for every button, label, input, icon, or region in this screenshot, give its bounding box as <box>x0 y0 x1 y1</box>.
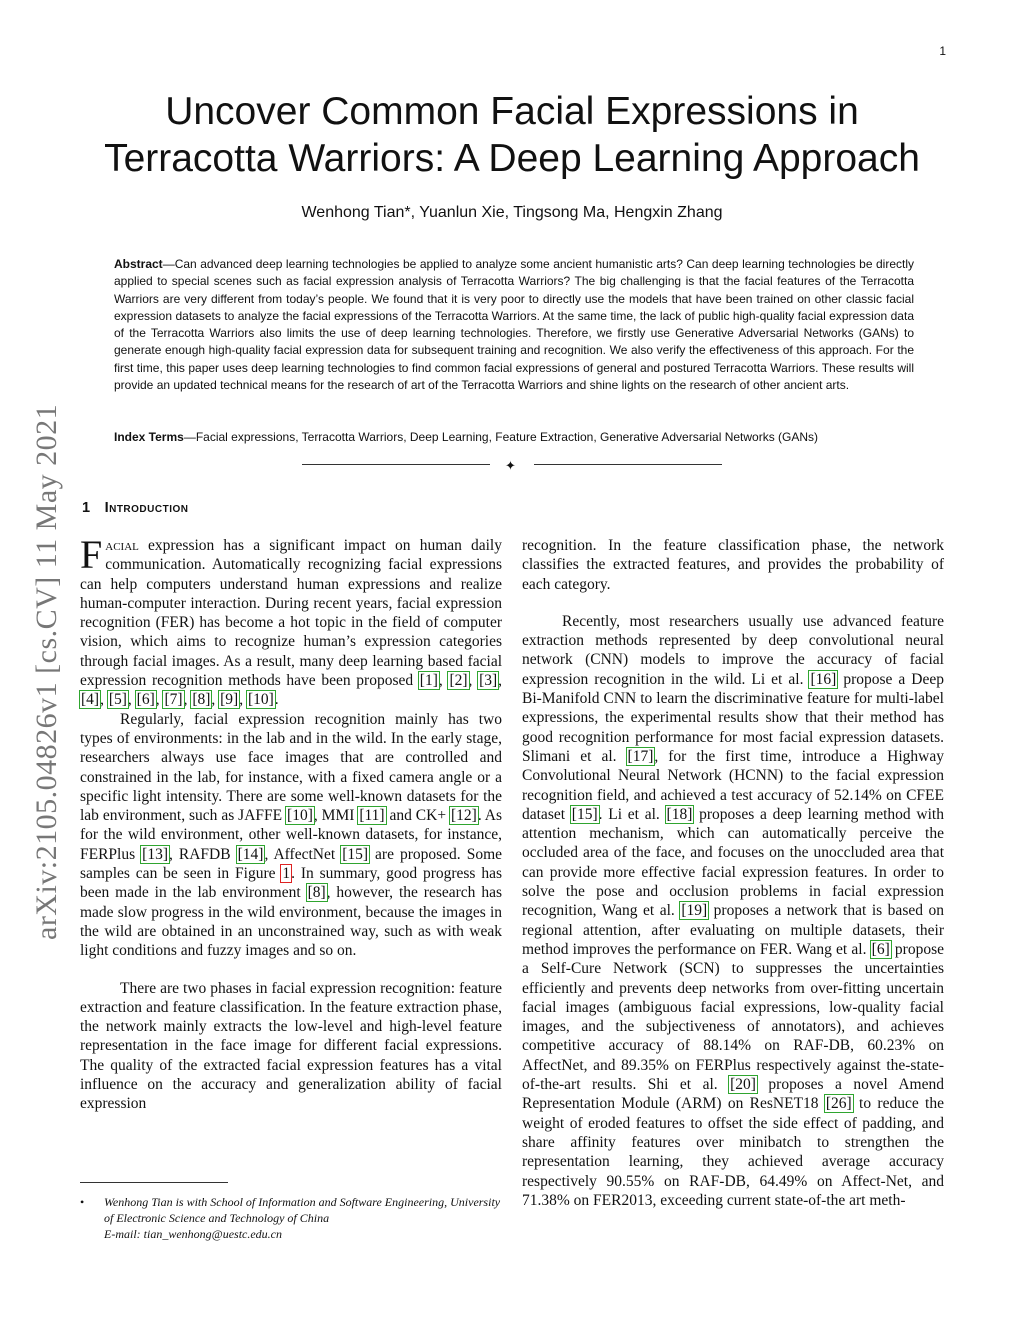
section-divider <box>302 458 722 472</box>
paragraph-text: propose a Self-Cure Network (SCN) to suppresses the uncertainties efficiently and prevents deep networks from over-fitting uncertain facial images (ambiguous facial expressions, low-quality facial images, and the subjectiveness of annotators), and achieves competitive accuracy of 88.14% on RAF-DB, 60.23% on AffectNet, and 89.35% on FERPlus respectively against the-state-of-the-art results. Shi et al. <box>522 940 944 1094</box>
section-heading <box>82 500 189 516</box>
citation-link[interactable]: [2] <box>449 672 468 690</box>
index-terms-text: —Facial expressions, Terracotta Warriors, Deep Learning, Feature Extraction, Generative Adversarial Networks (GANs) <box>183 430 819 444</box>
paragraph-text: , RAFDB <box>169 845 237 863</box>
paragraph-text: to reduce the weight of eroded features to offset the side effect of padding, and share affinity features over minibatch to strengthen the representation learning, they achieved average accuracy respectively 90.55% on RAF-DB, 64.49% on Affect-Net, and 71.38% on FER2013, exceeding current state-of-the art meth- <box>522 1095 944 1209</box>
footnote-rule <box>80 1182 228 1183</box>
section-title: Introduction <box>104 500 189 516</box>
drop-cap: F <box>80 532 103 577</box>
intro-paragraph-3: There are two phases in facial expression recognition: feature extraction and feature classification. In the feature extraction phase, the network mainly extracts the low-level and high-level feature representation in the face image for different facial expressions. The quality of the extracted facial expression features has a vital influence on the accuracy and generalization ability of facial expression <box>80 979 502 1113</box>
citation-link[interactable]: [10] <box>247 691 274 709</box>
paragraph-text: . In summary, good progress has been made in the lab environment <box>80 865 502 902</box>
paragraph-text: proposes a novel Amend Representation Module (ARM) on ResNET18 <box>522 1076 944 1113</box>
paragraph-text: and CK+ <box>385 807 450 825</box>
citation-link[interactable]: [20] <box>730 1076 756 1094</box>
citation-link[interactable]: [6] <box>136 691 155 709</box>
divider-star-icon: ✦ <box>505 458 516 473</box>
paragraph-text: propose a Deep Bi-Manifold CNN to learn the discriminative feature for multi-label expressions, the experimental results show that their method has good recognition performance for most facial expression datasets. Slimani et al. <box>522 670 945 765</box>
citation-link[interactable]: [8] <box>307 884 326 902</box>
citation-link[interactable]: [10] <box>287 807 313 825</box>
paragraph-text: . As for the wild environment, other well-known datasets, for instance, FERPlus <box>80 807 502 863</box>
citation-link[interactable]: [12] <box>451 807 477 825</box>
citation-link[interactable]: [14] <box>237 845 264 863</box>
citation-link[interactable]: [9] <box>220 691 239 709</box>
section-number: 1 <box>82 500 91 516</box>
citation-link[interactable]: [15] <box>571 805 598 823</box>
abstract <box>114 256 914 394</box>
figure-link[interactable]: 1 <box>282 865 291 883</box>
divider-line-right <box>534 464 722 465</box>
divider-line-left <box>302 464 490 465</box>
citation-link[interactable]: [17] <box>627 747 654 765</box>
right-paragraph-2 <box>522 612 944 1210</box>
paragraph-text: , MMI <box>313 807 359 825</box>
citation-link[interactable]: [15] <box>342 845 369 863</box>
paragraph-text: , however, the research has made slow progress in the wild environment, because the images in the wild are obtained in an unconstrained way, such as with weak light conditions and fuzzy images and so on. <box>80 884 502 960</box>
right-column <box>522 536 944 1210</box>
drop-cap-continuation: acial <box>105 537 139 554</box>
footnote-affiliation: Wenhong Tian is with School of Information and Software Engineering, University of Electronic Science and Technology of China <box>104 1195 501 1225</box>
author-list: Wenhong Tian*, Yuanlun Xie, Tingsong Ma, Hengxin Zhang <box>301 204 723 221</box>
intro-paragraph-1: Facial expression has a significant impact on human daily communication. Automatically recognizing facial expressions can help computers understand human expressions and realize human-computer interaction. During recent years, facial expression recognition (FER) has become a hot topic in the field of computer vision, which aims to recognize human’s expression categories through facial images. As a result, many deep learning based facial expression recognition methods have been proposed [1], [2], [3], [4], [5], [6], [7], [8], [9], [10]. <box>80 532 503 709</box>
citation-link[interactable]: [11] <box>359 807 385 825</box>
citation-link[interactable]: [8] <box>192 691 211 709</box>
citation-link[interactable]: [16] <box>810 670 837 688</box>
footnote-email: E-mail: tian_wenhong@uestc.edu.cn <box>104 1227 283 1241</box>
title-line-1: Uncover Common Facial Expressions in <box>165 90 859 133</box>
paragraph-text: proposes a network that is based on regional attention, after evaluating on multiple datasets, their method improves the performance on FER. Wang et al. <box>522 902 945 958</box>
citation-link[interactable]: [7] <box>164 691 183 709</box>
citation-link[interactable]: [6] <box>871 940 890 958</box>
index-terms-label: Index Terms <box>114 430 184 444</box>
abstract-label: Abstract <box>114 257 163 271</box>
paragraph-text: , for the first time, introduce a Highway Convolutional Neural Network (HCNN) to the facial expression recognition field, and achieved a test accuracy of 52.14% on CFEE dataset <box>522 747 944 823</box>
footnote-bullet: • <box>80 1195 85 1209</box>
paragraph-text: Recently, most researchers usually use advanced feature extraction methods represented by deep convolutional neural network (CNN) models to improve the accuracy of facial expression recognition in the wild. Li et al. <box>522 612 944 688</box>
paragraph-text: are proposed. Some samples can be seen in Figure <box>80 845 503 883</box>
index-terms <box>114 429 914 446</box>
title-line-2: Terracotta Warriors: A Deep Learning Approach <box>104 137 920 180</box>
citation-link[interactable]: [1] <box>419 672 438 690</box>
citation-link[interactable]: [5] <box>108 691 127 709</box>
citation-link[interactable]: [3] <box>479 672 498 690</box>
citation-link[interactable]: [18] <box>666 805 693 823</box>
left-column <box>80 532 503 1114</box>
intro-paragraph-2 <box>80 710 502 961</box>
abstract-text: —Can advanced deep learning technologies be applied to analyze some ancient humanistic arts? Can deep learning technologies be directly applied to special scenes such as facial expression analysis of Terracotta Warriors? The big challenging is that the facial features of the Terracotta Warriors are very different from today’s people. We found that it is very poor to directly use the models that have been trained on other classic facial expression datasets to analyze the facial expressions of the Terracotta Warriors. At the same time, the lack of public high-quality facial expression data of the Terracotta Warriors also limits the use of deep learning technologies. Therefore, we firstly use Generative Adversarial Networks (GANs) to generate enough high-quality facial expression data for subsequent training and recognition. We also verify the effectiveness of this approach. For the first time, this paper uses deep learning technologies to find common facial expressions of general and postured Terracotta Warriors. These results will provide an updated technical means for the research of art of the Terracotta Warriors and shine lights on the research of other ancient arts. <box>114 257 914 393</box>
citation-link[interactable]: [4] <box>81 691 100 709</box>
citation-link[interactable]: [26] <box>825 1095 852 1113</box>
paragraph-text: expression has a significant impact on human daily communication. Automatically recognizing facial expressions can help computers understand human expressions and realize human-computer interaction. During recent years, facial expression recognition (FER) has become a hot topic in the field of computer vision, which aims to recognize human’s expression categories through facial images. As a result, many deep learning based facial expression recognition methods have been proposed <box>80 537 502 690</box>
paragraph-text: . Li et al. <box>598 805 666 823</box>
paragraph-text: , AffectNet <box>264 845 342 863</box>
paragraph-text: Regularly, facial expression recognition mainly has two types of environments: in the lab and in the wild. In the early stage, researchers always use face images that are controlled and constrained in the lab, for instance, with a fixed camera angle or a specific light intensity. There are some well-known datasets for the lab environment, such as JAFFE <box>80 710 502 825</box>
footnote <box>80 1194 504 1242</box>
page-number: 1 <box>939 44 946 58</box>
citation-link[interactable]: [13] <box>142 845 168 863</box>
paragraph-text: proposes a deep learning method with attention mechanism, which can automatically perceive the occluded area of the face, and focuses on the unoccluded area that can provide more effective facial expression features. In order to solve the pose and occlusion problems in facial expression recognition, Wang et al. <box>522 805 944 920</box>
citation-link[interactable]: [19] <box>681 902 708 920</box>
right-paragraph-1: recognition. In the feature classification phase, the network classifies the extracted features, and provides the probability of each category. <box>522 537 944 593</box>
arxiv-identifier: arXiv:2105.04826v1 [cs.CV] 11 May 2021 <box>30 403 63 940</box>
paper-title <box>60 88 964 182</box>
